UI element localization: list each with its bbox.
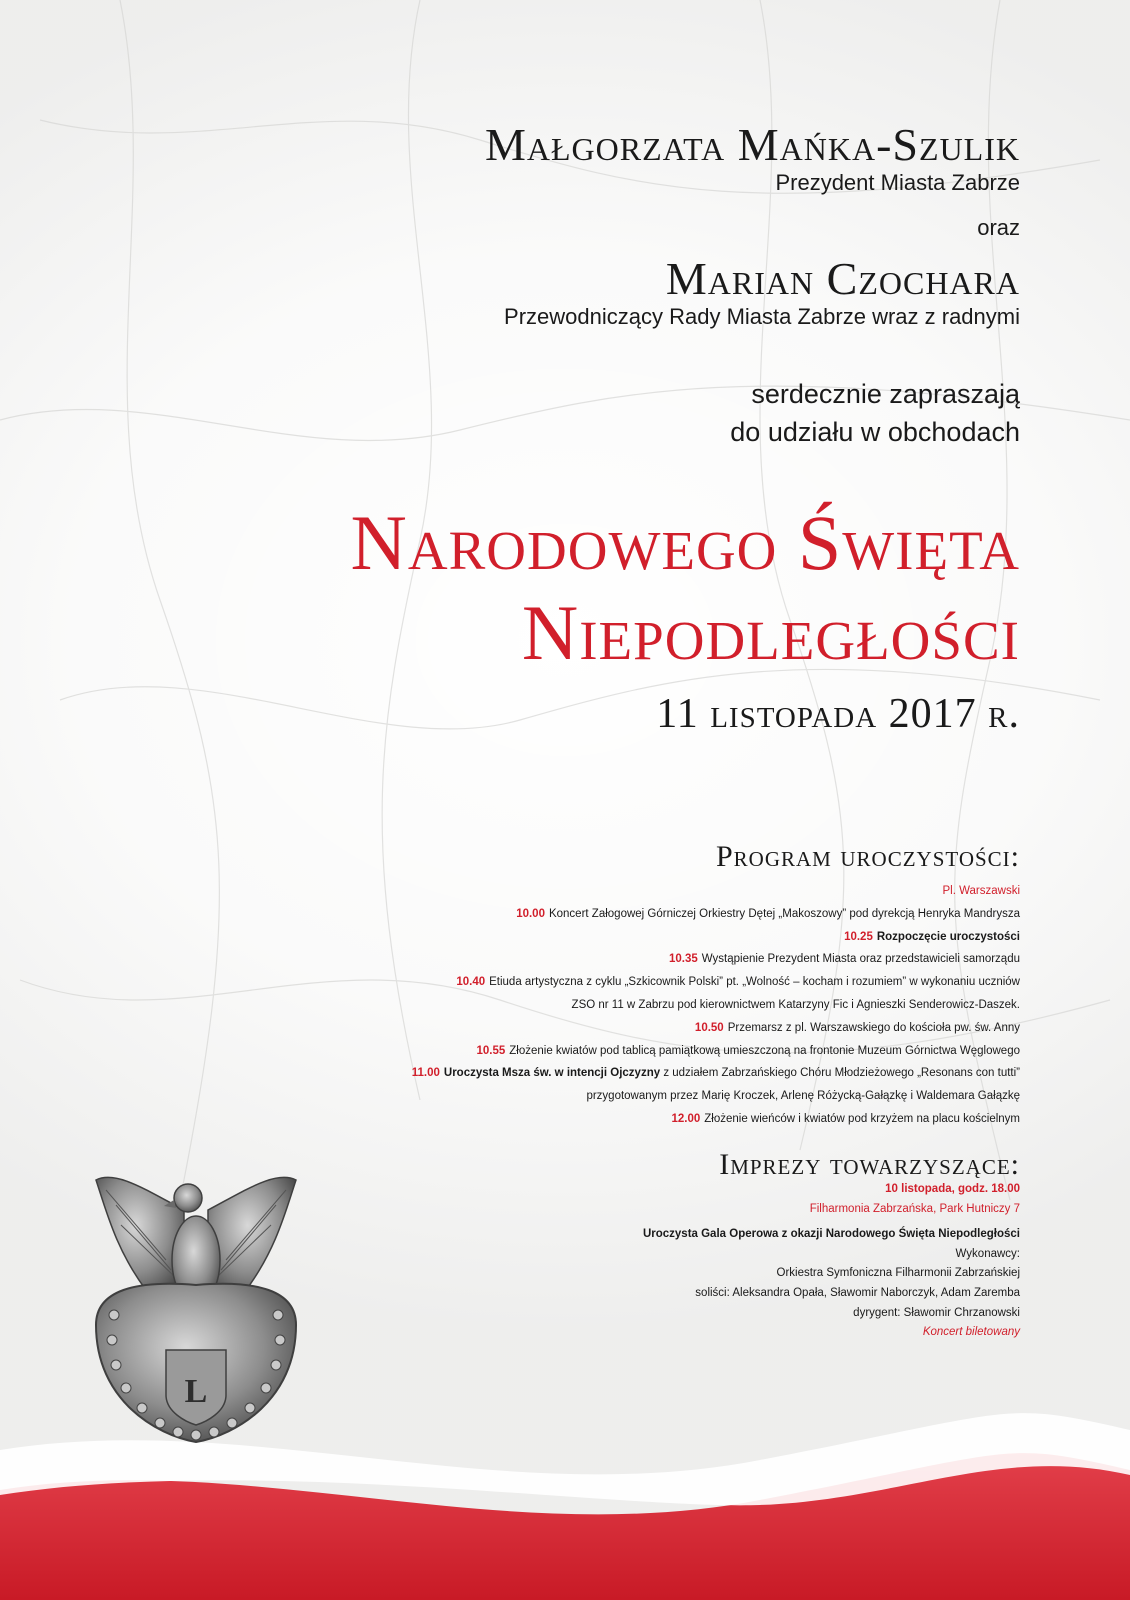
host-name-2: Marian Czochara (665, 253, 1020, 304)
program-text: Przemarsz z pl. Warszawskiego do kościoła pw. św. Anny (727, 1021, 1020, 1034)
host-name-1: Małgorzata Mańka-Szulik (484, 119, 1020, 170)
event-venue: Filharmonia Zabrzańska, Park Hutniczy 7 (809, 1202, 1020, 1215)
host-role-1: Prezydent Miasta Zabrze (775, 170, 1020, 195)
program-text: Etiuda artystyczna z cyklu „Szkicownik Polski” pt. „Wolność – kocham i rozumiem” w wykonaniu uczniów (489, 976, 1020, 989)
program-item (220, 1040, 1020, 1063)
program-item-continued: ZSO nr 11 w Zabrzu pod kierownictwem Katarzyny Fic i Agnieszki Senderowicz-Daszek. (571, 998, 1020, 1011)
conjunction: oraz (977, 215, 1020, 240)
event-name: Uroczysta Gala Operowa z okazji Narodowego Święta Niepodległości (642, 1228, 1020, 1241)
events-list (320, 1180, 1020, 1343)
host-role-2: Przewodniczący Rady Miasta Zabrze wraz z radnymi (504, 304, 1020, 329)
events-heading: Imprezy towarzyszące: (719, 1148, 1020, 1181)
conductor (320, 1304, 1020, 1324)
event-datetime: 10 listopada, godz. 18.00 (885, 1183, 1020, 1195)
program-heading: Program uroczystości: (715, 840, 1020, 873)
program-item (220, 948, 1020, 971)
soloists-label: soliści: (695, 1286, 730, 1299)
program-time: 10.40 (456, 976, 486, 989)
program-time: 12.00 (671, 1112, 701, 1125)
program-time: 10.25 (844, 930, 873, 943)
invitation-line-1: serdecznie zapraszają (751, 379, 1020, 409)
program-item (220, 1017, 1020, 1040)
event-title (351, 498, 1020, 678)
orchestra: Orkiestra Symfoniczna Filharmonii Zabrzańskiej (776, 1267, 1020, 1280)
program-time: 10.00 (516, 907, 545, 920)
program-list (220, 880, 1020, 1131)
event-title-line-1: Narodowego Święta (350, 499, 1020, 586)
program-time: 10.55 (476, 1044, 506, 1057)
badge-letter: L (184, 1373, 208, 1410)
program-time: 11.00 (411, 1067, 440, 1080)
event-date: 11 listopada 2017 r. (656, 691, 1020, 737)
program-text: Złożenie wieńców i kwiatów pod krzyżem na placu kościelnym (704, 1112, 1020, 1125)
eagle-legion-badge (76, 1150, 316, 1450)
program-item-continued: przygotowanym przez Marię Kroczek, Arlenę Różycką-Gałązkę i Waldemara Gałązkę (586, 1090, 1020, 1103)
program-item (220, 1062, 1020, 1085)
program-item (220, 903, 1020, 926)
program-text: Złożenie kwiatów pod tablicą pamiątkową umieszczoną na frontonie Muzeum Górnictwa Węglowego (509, 1044, 1020, 1057)
soloists-names: Aleksandra Opała, Sławomir Naborczyk, Adam Zaremba (729, 1286, 1020, 1299)
program-text: Rozpoczęcie uroczystości (876, 930, 1020, 943)
program-item (220, 971, 1020, 994)
program-text: Koncert Załogowej Górniczej Orkiestry Dętej „Makoszowy” pod dyrekcją Henryka Mandrysza (548, 907, 1020, 920)
program-time: 10.35 (669, 953, 698, 966)
soloists (320, 1284, 1020, 1304)
program-item (220, 1108, 1020, 1131)
ticket-note: Koncert biletowany (922, 1326, 1020, 1339)
program-time: 10.50 (694, 1021, 724, 1034)
program-text: z udziałem Zabrzańskiego Chóru Młodzieżowego „Resonans con tutti” (660, 1067, 1020, 1080)
performers-label: Wykonawcy: (955, 1247, 1020, 1260)
program-location: Pl. Warszawski (942, 885, 1020, 897)
invitation-text (730, 375, 1020, 451)
program-text-bold: Uroczysta Msza św. w intencji Ojczyzny (443, 1067, 661, 1080)
program-text: Wystąpienie Prezydent Miasta oraz przedstawicieli samorządu (701, 953, 1020, 966)
invitation-line-2: do udziału w obchodach (730, 417, 1020, 447)
conductor-name: Sławomir Chrzanowski (900, 1306, 1020, 1319)
program-item (220, 926, 1020, 949)
event-title-line-2: Niepodległości (521, 589, 1020, 676)
conductor-label: dyrygent: (853, 1306, 901, 1319)
